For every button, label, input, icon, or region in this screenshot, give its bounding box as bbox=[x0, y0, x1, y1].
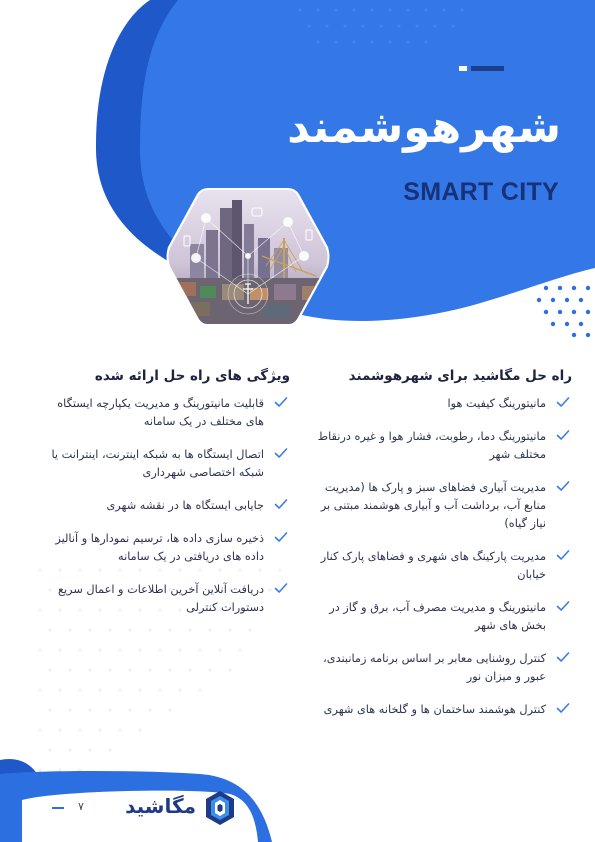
check-icon bbox=[274, 531, 288, 543]
footer-background bbox=[0, 730, 595, 842]
logo-text: مگاشید bbox=[125, 794, 196, 818]
check-icon bbox=[556, 702, 570, 714]
megashid-logo bbox=[100, 790, 240, 830]
check-icon bbox=[274, 582, 288, 594]
list-item-text: مدیریت آبیاری فضاهای سبز و پارک ها (مدیریت منابع آب، برداشت آب و آبیاری هوشمند مبتنی بر نیاز گیاه) bbox=[320, 481, 546, 530]
megashid-logo-mark-icon bbox=[204, 790, 236, 826]
list-item bbox=[36, 395, 290, 431]
page-subtitle: SMART CITY bbox=[403, 178, 559, 206]
list-item bbox=[36, 581, 290, 617]
list-item-text: مانیتورینگ کیفیت هوا bbox=[447, 397, 546, 410]
list-item-text: کنترل روشنایی معابر بر اساس برنامه زمانبندی، عبور و میزان نور bbox=[323, 652, 546, 683]
list-item bbox=[36, 446, 290, 482]
list-item bbox=[312, 395, 572, 413]
list-item-text: قابلیت مانیتورینگ و مدیریت یکپارچه ایستگاه های مختلف در یک سامانه bbox=[57, 397, 264, 428]
features-title: ویژگی های راه حل ارائه شده bbox=[94, 368, 290, 384]
check-icon bbox=[274, 396, 288, 408]
list-item-text: مانیتورینگ و مدیریت مصرف آب، برق و گاز در بخش های شهر bbox=[329, 601, 546, 632]
list-item-text: اتصال ایستگاه ها به شبکه اینترنت، اینترانت یا شبکه اختصاصی شهرداری bbox=[51, 448, 264, 479]
list-item-text: ذخیره سازی داده ها، ترسیم نمودارها و آنالیز داده های دریافتی در یک سامانه bbox=[55, 532, 264, 563]
list-item-text: مانیتورینگ دما، رطوبت، فشار هوا و غیره درنقاط مختلف شهر bbox=[317, 430, 546, 461]
list-item bbox=[312, 428, 572, 464]
solutions-title: راه حل مگاشید برای شهرهوشمند bbox=[348, 368, 572, 384]
header-accent-short bbox=[459, 66, 467, 71]
list-item bbox=[312, 650, 572, 686]
header-accent-long bbox=[471, 66, 504, 71]
solutions-section bbox=[312, 368, 572, 734]
check-icon bbox=[556, 429, 570, 441]
check-icon bbox=[274, 447, 288, 459]
check-icon bbox=[556, 600, 570, 612]
list-item bbox=[312, 701, 572, 719]
page-number-dash bbox=[52, 807, 64, 809]
solutions-list bbox=[312, 395, 572, 719]
page-number: ۷ bbox=[78, 800, 84, 813]
list-item bbox=[36, 497, 290, 515]
check-icon bbox=[274, 498, 288, 510]
list-item bbox=[312, 548, 572, 584]
list-item bbox=[36, 530, 290, 566]
features-list bbox=[36, 395, 290, 617]
list-item-text: کنترل هوشمند ساختمان ها و گلخانه های شهری bbox=[323, 703, 546, 716]
list-item bbox=[312, 599, 572, 635]
list-item-text: جایابی ایستگاه ها در نقشه شهری bbox=[106, 499, 264, 512]
dots-decoration bbox=[522, 282, 592, 338]
list-item-text: دریافت آنلاین آخرین اطلاعات و اعمال سریع دستورات کنترلی bbox=[57, 583, 264, 614]
features-section bbox=[36, 368, 290, 632]
check-icon bbox=[556, 651, 570, 663]
list-item bbox=[312, 479, 572, 533]
check-icon bbox=[556, 549, 570, 561]
smart-city-image bbox=[166, 186, 330, 328]
check-icon bbox=[556, 396, 570, 408]
list-item-text: مدیریت پارکینگ های شهری و فضاهای پارک کنار خیابان bbox=[320, 550, 546, 581]
check-icon bbox=[556, 480, 570, 492]
page-title: شهرهوشمند bbox=[287, 102, 561, 153]
